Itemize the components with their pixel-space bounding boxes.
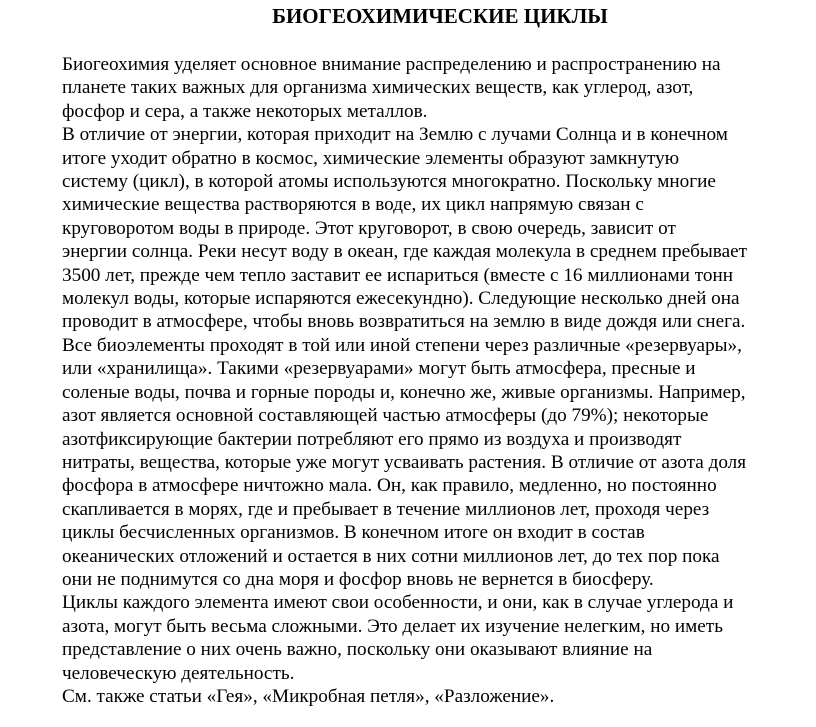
text-line: фосфор и сера, а также некоторых металлов.: [62, 100, 428, 122]
document-body: [62, 53, 812, 708]
text-line: 3500 лет, прежде чем тепло заставит ее испариться (вместе с 16 миллионами тонн: [62, 264, 733, 286]
text-line: циклы бесчисленных организмов. В конечном итоге он входит в состав: [62, 522, 645, 544]
text-line: азотфиксирующие бактерии потребляют его прямо из воздуха и производят: [62, 428, 682, 450]
text-line: Циклы каждого элемента имеют свои особенности, и они, как в случае углерода и: [62, 592, 734, 614]
text-line: Все биоэлементы проходят в той или иной степени через различные «резервуары»,: [62, 334, 742, 356]
text-line: систему (цикл), в которой атомы используются многократно. Поскольку многие: [62, 171, 716, 193]
text-line: химические вещества растворяются в воде, их цикл напрямую связан с: [62, 194, 644, 216]
text-line: молекул воды, которые испаряются ежесекундно). Следующие несколько дней она: [62, 288, 740, 310]
text-line: они не поднимутся со дна моря и фосфор вновь не вернется в биосферу.: [62, 568, 654, 590]
text-line: энергии солнца. Реки несут воду в океан, где каждая молекула в среднем пребывает: [62, 241, 747, 263]
text-line: азот является основной составляющей частью атмосферы (до 79%); некоторые: [62, 405, 709, 427]
text-line: представление о них очень важно, поскольку они оказывают влияние на: [62, 639, 653, 661]
text-line: проводит в атмосфере, чтобы вновь возвратиться на землю в виде дождя или снега.: [62, 311, 746, 333]
text-line: океанических отложений и остается в них сотни миллионов лет, до тех пор пока: [62, 545, 720, 567]
text-line: планете таких важных для организма химических веществ, как углерод, азот,: [62, 77, 694, 99]
text-line: или «хранилища». Такими «резервуарами» могут быть атмосфера, пресные и: [62, 358, 696, 380]
text-line: соленые воды, почва и горные породы и, конечно же, живые организмы. Например,: [62, 381, 746, 403]
text-line: итоге уходит обратно в космос, химические элементы образуют замкнутую: [62, 147, 680, 169]
text-line: скапливается в морях, где и пребывает в течение миллионов лет, проходя через: [62, 498, 710, 520]
text-line: В отличие от энергии, которая приходит на Землю с лучами Солнца и в конечном: [62, 124, 728, 146]
text-line: азота, могут быть весьма сложными. Это делает их изучение нелегким, но иметь: [62, 615, 723, 637]
document-title: БИОГЕОХИМИЧЕСКИЕ ЦИКЛЫ: [272, 4, 608, 28]
text-line: фосфора в атмосфере ничтожно мала. Он, как правило, медленно, но постоянно: [62, 475, 717, 497]
text-line: нитраты, вещества, которые уже могут усваивать растения. В отличие от азота доля: [62, 451, 747, 473]
text-line: круговоротом воды в природе. Этот круговорот, в свою очередь, зависит от: [62, 217, 676, 239]
text-line: См. также статьи «Гея», «Микробная петля», «Разложение».: [62, 685, 555, 707]
text-line: человеческую деятельность.: [62, 662, 295, 684]
text-line: Биогеохимия уделяет основное внимание распределению и распространению на: [62, 54, 721, 75]
